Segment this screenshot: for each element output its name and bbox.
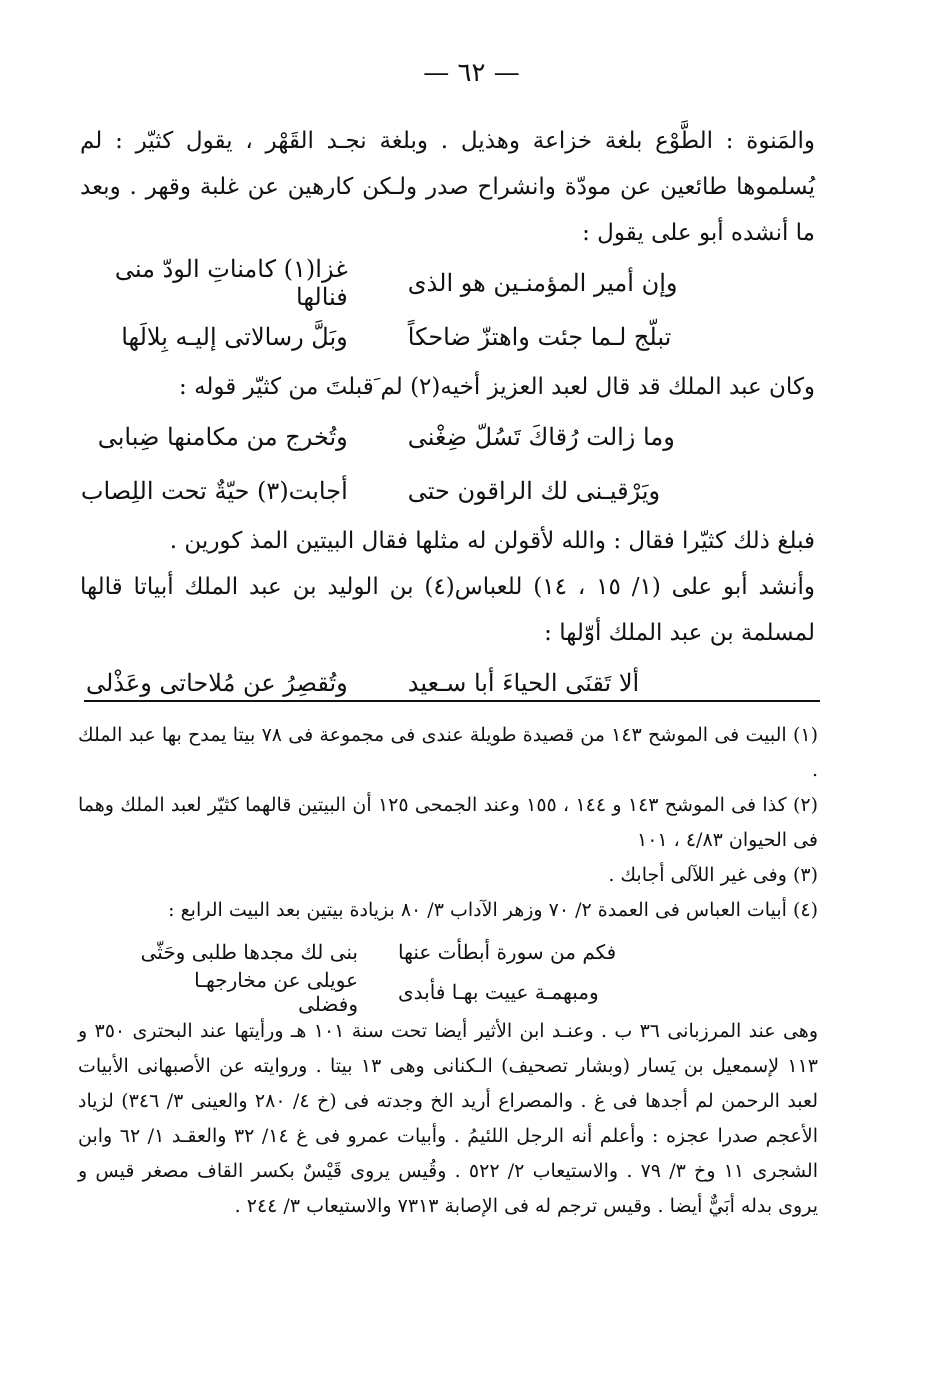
footnote-verse-2-first-hemistich: ومبهمـة عييت بهـا فأبدى: [398, 980, 599, 1004]
footnote-verse-1-first-hemistich: فكم من سورة أبطأت عنها: [398, 940, 617, 964]
footnote-verse-1-second-hemistich: بنى لك مجدها طلبى وحَثّى: [140, 940, 358, 964]
paragraph-4: وأنشد أبو على (١/ ١٥ ، ١٤) للعباس(٤) بن الوليد بن عبد الملك أبياتا قالها لمسلمة بن عبد الملك أوّلها :: [80, 574, 816, 646]
footnote-1: (١) البيت فى الموشح ١٤٣ من قصيدة طويلة عندى فى مجموعة فى ٧٨ بيتا يمدح بها عبد الملك .: [78, 724, 819, 781]
verse-line-4: [80, 464, 815, 518]
verse-3-first-hemistich: وما زالت رُقاكَ تَسُلّ ضِغْنى: [407, 423, 675, 451]
verse-2-first-hemistich: تبلّج لـما جئت واهتزّ ضاحكاً: [407, 323, 672, 351]
footnote-4-body: وهى عند المرزبانى ٣٦ ب . وعنـد ابن الأثير أيضا تحت سنة ١٠١ هـ ورأيتها عند البحترى ٣٥٠ و ١١٣ لإسمعيل بن يَسار (وبشار تصحيف) الـكنانى وهى ١٣ بيتا . وروايته عن الأصبهانى الأبيات لعبد الرحمن لم أجدها فى غ . والمصراع أريد الخ وجدته فى (خ ٤/ ٢٨٠ والعينى ٣/ ٣٤٦) لزياد الأعجم صدرا عجزه : وأعلم أنه الرجل اللئيمُ . وأبيات عمرو فى غ ١٤/ ٣٢ والعقـد ١/ ٦٢ وابن الشجرى ١١ وخ ٣/ ٧٩ . والاستيعاب ٢/ ٥٢٢ . وقُيس يروى قَيْسٌ بكسر القاف مصغر قيس و يروى بدله أبَيٌّ أيضا . وقيس ترجم له فى الإصابة ٧٣١٣ والاستيعاب ٣/ ٢٤٤ .: [78, 1020, 818, 1217]
verse-3-second-hemistich: وتُخرج من مكامنها ضِبابى: [97, 423, 348, 451]
verse-1-first-hemistich: وإن أمير المؤمنـين هو الذى: [407, 269, 678, 297]
verse-4-second-hemistich: أجابت(٣) حيّةٌ تحت اللِصاب: [80, 477, 348, 505]
verse-line-3: [80, 410, 815, 464]
verse-4-first-hemistich: ويَرْقيـنى لك الراقون حتى: [407, 477, 661, 505]
main-text: [80, 118, 815, 710]
paragraph-3: فبلغ ذلك كثيّرا فقال : والله لأقولن له مثلها فقال البيتين المذ كورين .: [169, 528, 815, 554]
footnote-verse-line-1: [78, 932, 818, 972]
verse-5-first-hemistich: ألا تَقنَى الحياءَ أبا سـعيد: [407, 669, 640, 697]
footnote-divider: [84, 700, 820, 702]
paragraph-1: والمَنوة : الطَّوْع بلغة خزاعة وهذيل . وبلغة نجـد القَهْر ، يقول كثيّر : لم يُسلموها طائعين عن مودّة وانشراح صدر ولـكن كارهين عن غلبة وقهر . وبعد ما أنشده أبو على يقول :: [80, 128, 815, 246]
verse-line-2: [80, 310, 815, 364]
footnote-4-intro: (٤) أبيات العباس فى العمدة ٢/ ٧٠ وزهر الآداب ٣/ ٨٠ بزيادة بيتين بعد البيت الرابع :: [168, 899, 818, 921]
footnotes: [78, 718, 818, 1224]
verse-line-1: [80, 256, 815, 310]
footnote-2: (٢) كذا فى الموشح ١٤٣ و ١٤٤ ، ١٥٥ وعند الجمحى ١٢٥ أن البيتين قالهما كثيّر لعبد الملك وهما فى الحيوان ٤/٨٣ ، ١٠١: [78, 794, 819, 851]
footnote-verse-line-2: [78, 968, 818, 1016]
verse-2-second-hemistich: وبَلَّ رسالاتى إليـه بِلالَها: [121, 323, 348, 351]
footnote-3: (٣) وفى غير اللآلى أجابك .: [608, 864, 818, 886]
footnote-verse-2-second-hemistich: عويلى عن مخارجهـا وفضلى: [194, 968, 358, 1016]
footnote-4-verses: [78, 932, 818, 1016]
page-number: — ٦٢ —: [423, 58, 520, 88]
verse-1-second-hemistich: غزا(١) كامناتِ الودّ منى فنالها: [114, 255, 348, 311]
paragraph-2: وكان عبد الملك قد قال لعبد العزيز أخيه(٢) لم َقبلتَ من كثيّر قوله :: [179, 374, 815, 400]
verse-5-second-hemistich: وتُقصِرُ عن مُلاحاتى وعَذْلى: [85, 669, 348, 697]
